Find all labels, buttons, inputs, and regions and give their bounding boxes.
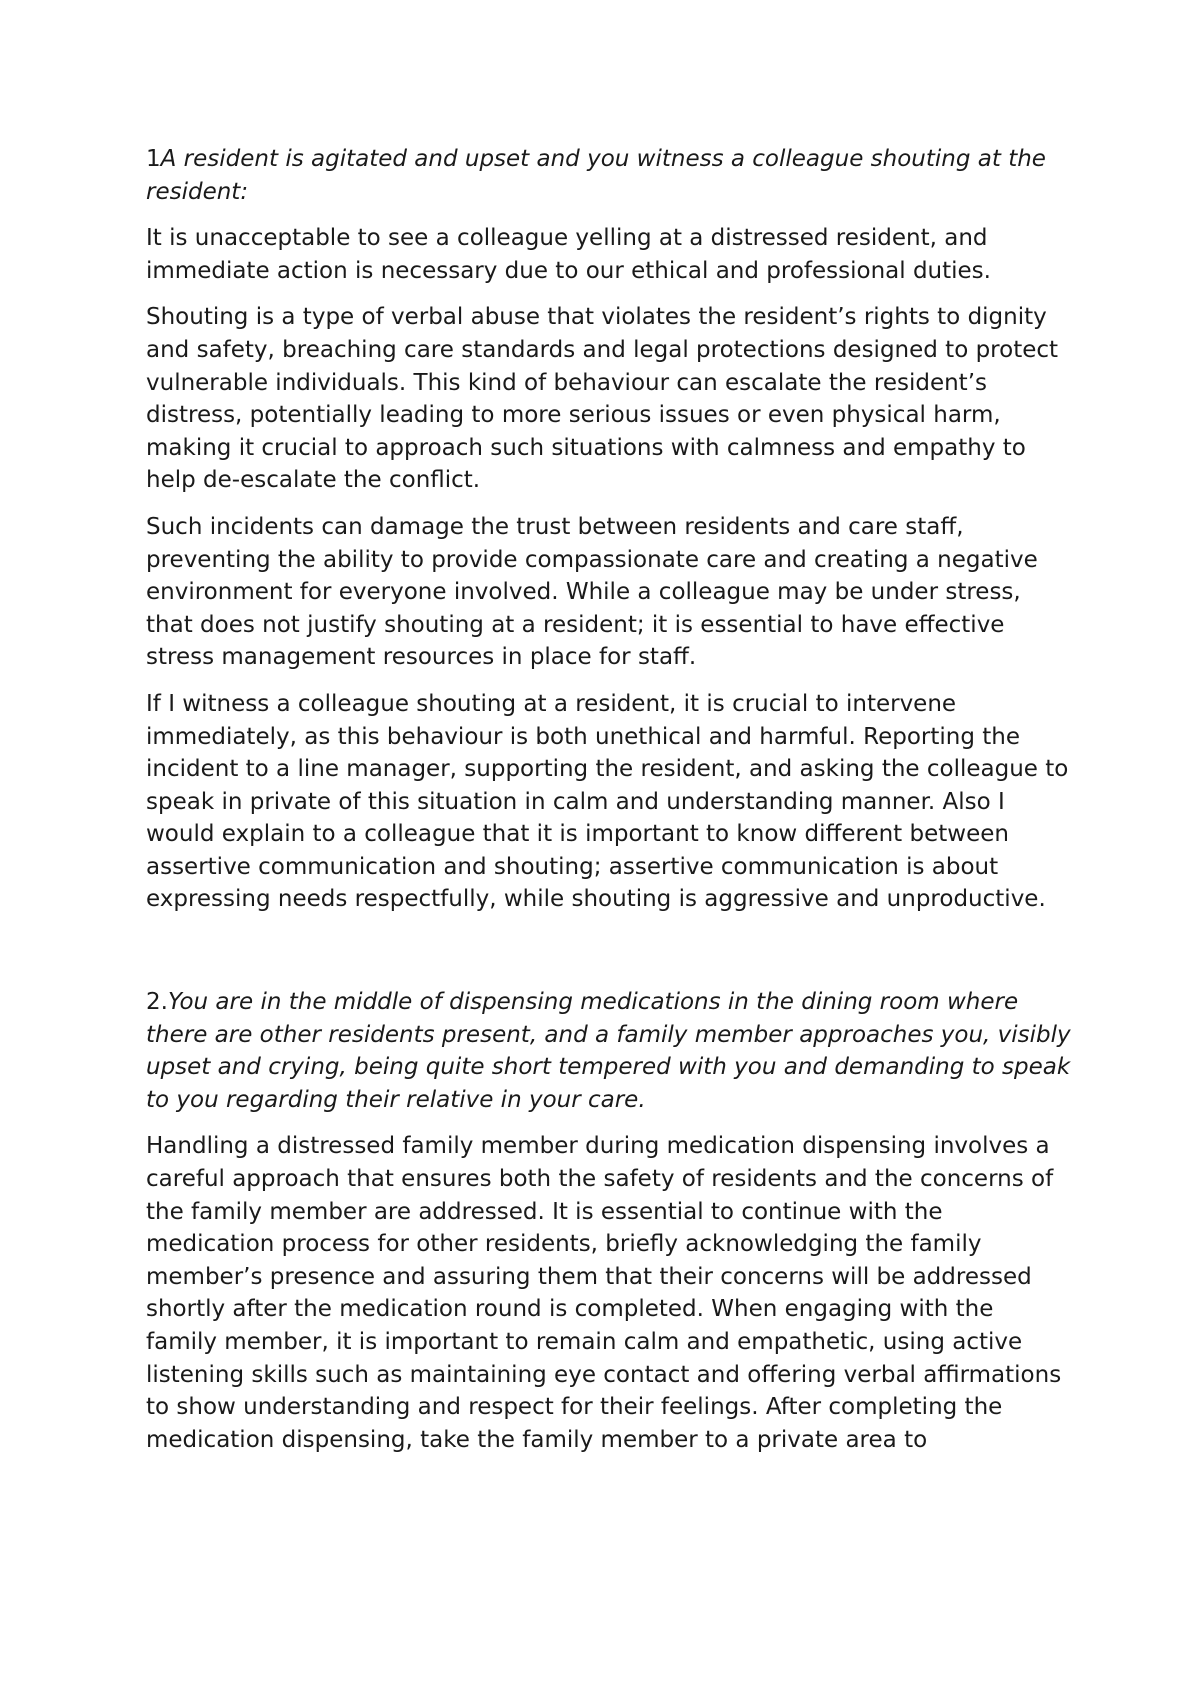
answer-2-paragraph-1: Handling a distressed family member during medication dispensing involves a careful approach that ensures both the safety of residents and the concerns of the family member are addressed. It is essential to continue with the medication process for other residents, briefly acknowledging the family member’s presence and assuring them that their concerns will be addressed shortly after the medication round is completed. When engaging with the family member, it is important to remain calm and empathetic, using active listening skills such as maintaining eye contact and offering verbal affirmations to show understanding and respect for their feelings. After completing the medication dispensing, take the family member to a private area to — [146, 1133, 1062, 1453]
answer-1-paragraph-1: It is unacceptable to see a colleague yelling at a distressed resident, and immediate action is necessary due to our ethical and professional duties. — [146, 225, 991, 284]
question-2-text: You are in the middle of dispensing medications in the dining room where there are other residents present, and a family member approaches you, visibly upset and crying, being quite short tempered with you and demanding to speak to you regarding their relative in your care. — [146, 989, 1071, 1113]
answer-1-paragraph-4: If I witness a colleague shouting at a resident, it is crucial to intervene immediately, as this behaviour is both unethical and harmful. Reporting the incident to a line manager, supporting the resident, and asking the colleague to speak in private of this situation in calm and understanding manner. Also I would explain to a colleague that it is important to know different between assertive communication and shouting; assertive communication is about expressing needs respectfully, while shouting is aggressive and unproductive. — [146, 690, 1069, 913]
answer-1-paragraph-2: Shouting is a type of verbal abuse that violates the resident’s rights to dignity and safety, breaching care standards and legal protections designed to protect vulnerable individuals. This kind of behaviour can escalate the resident’s distress, potentially leading to more serious issues or even physical harm, making it crucial to approach such situations with calmness and empathy to help de-escalate the conflict. — [146, 304, 1059, 494]
answer-1-paragraph-3: Such incidents can damage the trust between residents and care staff, preventing the ability to provide compassionate care and creating a negative environment for everyone involved. While a colleague may be under stress, that does not justify shouting at a resident; it is essential to have effective stress management resources in place for staff. — [146, 513, 1038, 671]
document-body — [146, 143, 1071, 1470]
question-1-number: 1 — [146, 146, 161, 172]
question-1-text: A resident is agitated and upset and you witness a colleague shouting at the resident: — [146, 146, 1046, 205]
question-1-heading — [146, 143, 1071, 208]
question-2-number: 2. — [146, 989, 168, 1016]
section-spacer — [146, 930, 1071, 986]
question-2-heading — [146, 986, 1071, 1116]
